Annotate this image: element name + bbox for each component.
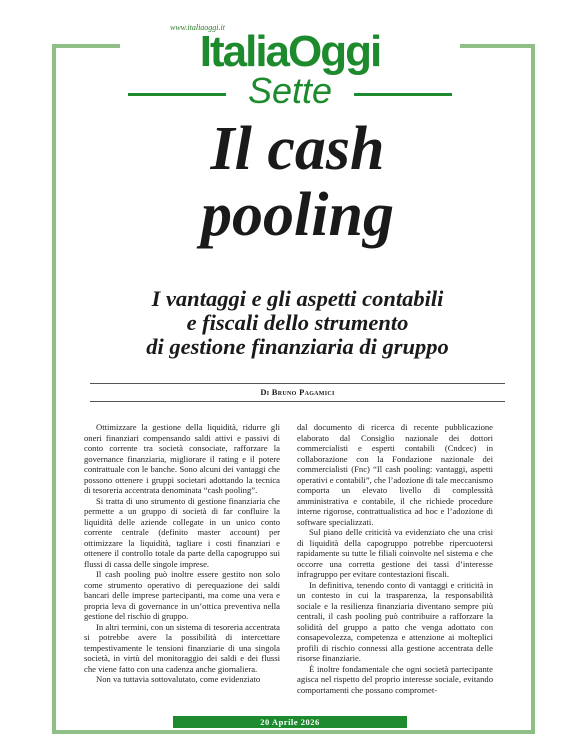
site-url: www.italiaoggi.it	[170, 23, 225, 32]
body-column-left	[84, 422, 280, 710]
article-subtitle	[60, 287, 535, 359]
paragraph: dal documento di ricerca di recente pubblicazione elaborato dal Consiglio nazionale dei dottori commercialisti e esperti contabili (Cndcec) in collaborazione con la Fondazione nazionale dei commercialisti (Fnc) “Il cash pooling: vantaggi, aspetti operativi e contabili”, che l’adozione di tale meccanismo comporta un elevato livello di complessità amministrativa e contabile, il che richiede procedure interne rigorose, contrattualistica ad hoc e l’adozione di software specializzati.	[297, 422, 493, 527]
paragraph: È inoltre fondamentale che ogni società partecipante agisca nel rispetto del proprio interesse sociale, evitando comportamenti che possano compromet-	[297, 663, 493, 695]
subtitle-line-2: e fiscali dello strumento	[186, 310, 409, 335]
title-line-2: pooling	[201, 181, 394, 249]
subtitle-line-3: di gestione finanziaria di gruppo	[146, 334, 449, 359]
byline: Di Bruno Pagamici	[90, 383, 505, 402]
subtitle-line-1: I vantaggi e gli aspetti contabili	[151, 286, 444, 311]
paragraph: In definitiva, tenendo conto di vantaggi e criticità in un contesto in cui la trasparenza, la responsabilità sociale e la resilienza finanziaria diventano sempre più centrali, il cash pooling può contribuire a rafforzare la solidità del gruppo a patto che venga adottato con consapevolezza, competenza e attenzione ai molteplici profili di rischio connessi alla gestione accentrata delle risorse finanziarie.	[297, 579, 493, 663]
title-line-1: Il cash	[210, 115, 385, 183]
brand-logo: ItaliaOggi	[199, 27, 381, 76]
masthead	[120, 20, 460, 112]
article-title	[60, 116, 535, 248]
paragraph: Ottimizzare la gestione della liquidità, ridurre gli oneri finanziari compensando saldi attivi e passivi di conto corrente tra società consociate, rafforzare la governance finanziaria, migliorare il rating e il potere contrattuale con le banche. Sono alcuni dei vantaggi che possono ottenere i gruppi societari adottando la tecnica di tesoreria accentrata denominata “cash pooling”.	[84, 422, 280, 495]
body-column-right	[297, 422, 493, 710]
paragraph: Non va tuttavia sottovalutato, come evidenziato	[96, 674, 261, 684]
brand-subtitle: Sette	[247, 70, 333, 111]
paragraph: Si tratta di uno strumento di gestione finanziaria che permette a un gruppo di società di far confluire la liquidità delle aziende collegate in un unico conto corrente centrale (definito master account) per ottimizzare la liquidità, tagliare i costi finanziari e ottenere il controllo totale da parte della capogruppo sui flussi di cassa delle singole imprese.	[84, 495, 280, 569]
paragraph: In altri termini, con un sistema di tesoreria accentrata si potrebbe avere la possibilità di intercettare tempestivamente le tensioni finanziarie di una singola società, in virtù del monitoraggio dei saldi e dei flussi che viene fatto con una cadenza anche giornaliera.	[84, 621, 280, 674]
paragraph: Sul piano delle criticità va evidenziato che una crisi di liquidità della capogruppo potrebbe ripercuotersi rapidamente su tutte le filiali coinvolte nel sistema e che occorre una corretta gestione dei tassi d’interesse infragruppo per evitare contestazioni fiscali.	[297, 527, 493, 579]
issue-date: 20 Aprile 2026	[173, 716, 407, 728]
paragraph: Il cash pooling può inoltre essere gestito non solo come strumento operativo di perequazione dei saldi bancari delle imprese partecipanti, ma come una vera e propria leva di governance in un’ottica preventiva nella gestione del rischio di gruppo.	[84, 569, 280, 621]
